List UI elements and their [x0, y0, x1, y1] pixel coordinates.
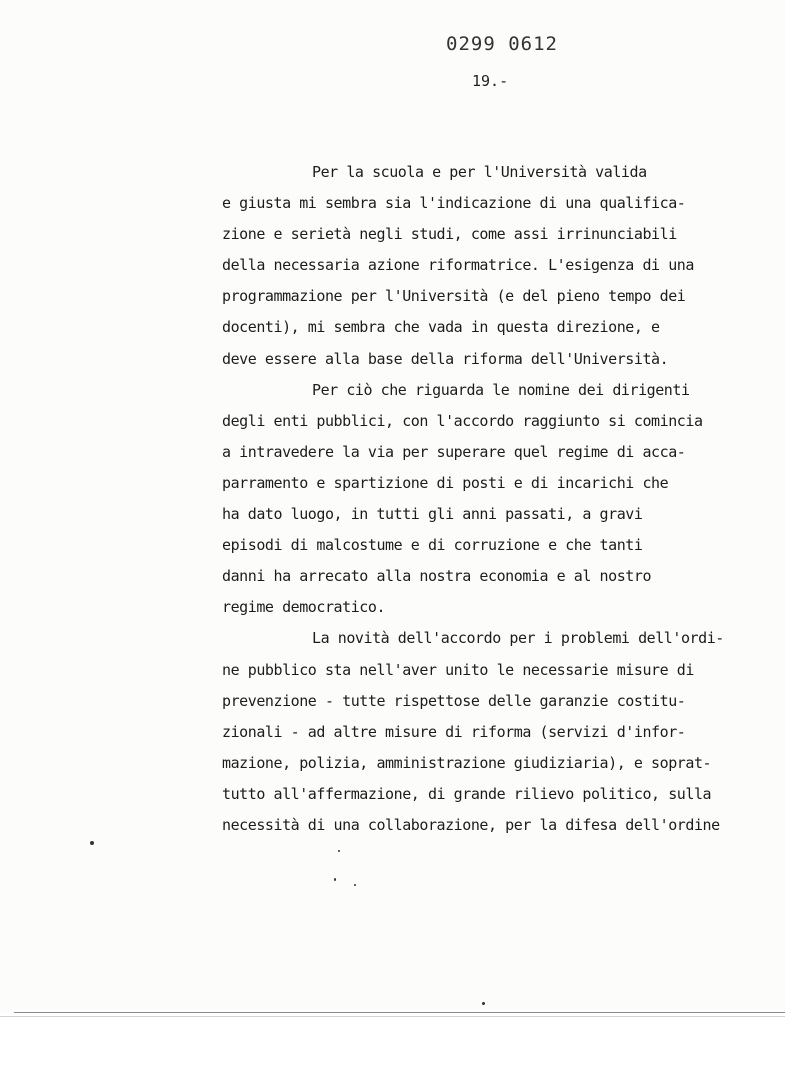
ink-speck [90, 841, 94, 845]
text-line: deve essere alla base della riforma dell'Università. [222, 349, 669, 368]
text-line: regime democratico. [222, 598, 386, 617]
paragraph-first-line: Per la scuola e per l'Università valida [312, 163, 647, 181]
paragraph-first-line: La novità dell'accordo per i problemi dell'ordi- [312, 629, 724, 648]
page-edge-line [0, 1016, 785, 1017]
text-line: mazione, polizia, amministrazione giudiziaria), e soprat- [222, 753, 712, 772]
text-line: ne pubblico sta nell'aver unito le necessarie misure di [222, 660, 694, 679]
paragraph-first-line: Per ciò che riguarda le nomine dei dirigenti [312, 380, 690, 399]
text-line: e giusta mi sembra sia l'indicazione di una qualifica- [222, 194, 686, 213]
text-line: docenti), mi sembra che vada in questa direzione, e [222, 318, 660, 337]
ink-speck [334, 878, 336, 881]
text-line: della necessaria azione riformatrice. L'esigenza di una [222, 256, 694, 275]
text-line: parramento e spartizione di posti e di incarichi che [222, 473, 669, 492]
text-line: degli enti pubblici, con l'accordo raggiunto si comincia [222, 411, 703, 430]
scan-background [0, 1013, 785, 1080]
ink-speck [482, 1002, 485, 1005]
page-number: 19.- [472, 72, 509, 90]
ink-speck [338, 850, 340, 852]
text-line: zione e serietà negli studi, come assi irrinunciabili [222, 225, 677, 244]
text-line: danni ha arrecato alla nostra economia e al nostro [222, 567, 652, 586]
text-line: necessità di una collaborazione, per la difesa dell'ordine [222, 815, 720, 834]
body-text [222, 161, 767, 845]
text-line: programmazione per l'Università (e del pieno tempo dei [222, 287, 686, 306]
text-line: zionali - ad altre misure di riforma (servizi d'infor- [222, 722, 686, 741]
text-line: prevenzione - tutte rispettose delle garanzie costitu- [222, 691, 686, 710]
archive-number: 0299 0612 [446, 33, 558, 55]
text-line: tutto all'affermazione, di grande rilievo politico, sulla [222, 784, 712, 803]
text-line: a intravedere la via per superare quel regime di acca- [222, 442, 686, 461]
text-line: ha dato luogo, in tutti gli anni passati, a gravi [222, 505, 643, 524]
text-line: episodi di malcostume e di corruzione e che tanti [222, 536, 643, 555]
ink-speck [354, 884, 356, 886]
